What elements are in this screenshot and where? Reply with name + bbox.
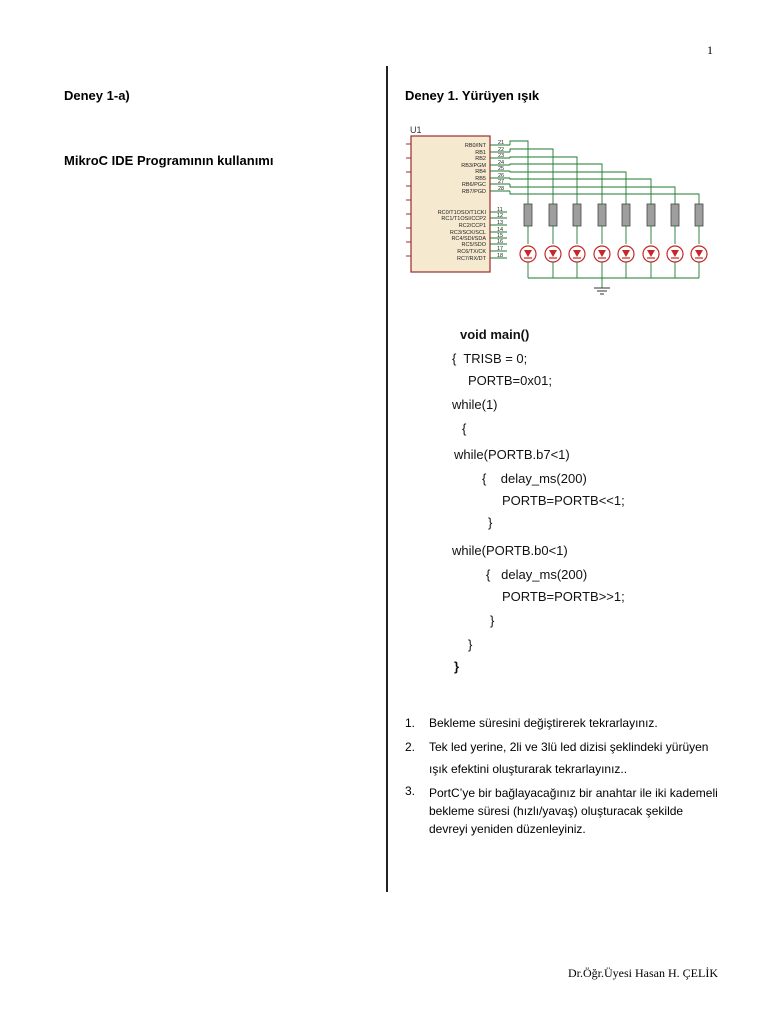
portb-pin-label: RB4 (475, 169, 486, 175)
portc-pin-label: RC1/T1OSI/CCP2 (441, 216, 486, 222)
portc-pin-label: RC7/RX/DT (456, 256, 486, 262)
code-line: } (490, 613, 495, 628)
task-item (405, 782, 725, 838)
portb-pin-number: 27 (498, 179, 505, 185)
experiment-heading: Deney 1. Yürüyen ışık (405, 88, 540, 103)
task-text: Bekleme süresini değiştirerek tekrarlayınız. (429, 716, 658, 730)
resistor (573, 204, 581, 226)
resistor (695, 204, 703, 226)
page-number: 1 (707, 43, 713, 57)
section-heading: MikroC IDE Programının kullanımı (64, 153, 274, 168)
code-line: { TRISB = 0; (452, 351, 528, 366)
portb-pin-number: 24 (498, 160, 505, 166)
task-text: Tek led yerine, 2li ve 3lü led dizisi şeklindeki yürüyen ışık efektini oluşturarak tekrarlayınız.. (429, 740, 709, 776)
portc-pin-number: 17 (497, 246, 504, 252)
portb-pin-number: 25 (498, 166, 505, 172)
column-divider (386, 66, 388, 892)
code-line: while(PORTB.b0<1) (452, 543, 568, 558)
code-line: { delay_ms(200) (482, 471, 587, 486)
portc-pin-label: RC6/TX/CK (457, 249, 486, 255)
portc-pin-number: 18 (497, 253, 504, 259)
code-line: { (462, 421, 467, 436)
portc-pin-number: 14 (497, 227, 504, 233)
code-line: { delay_ms(200) (486, 567, 588, 582)
led-wire (510, 191, 699, 204)
portc-pin-number: 13 (497, 220, 504, 226)
portb-pin-label: RB5 (475, 176, 486, 182)
task-item (405, 736, 725, 780)
resistor (524, 204, 532, 226)
resistor (598, 204, 606, 226)
led-wire (510, 141, 528, 204)
task-number: 1. (405, 716, 416, 730)
author-footer: Dr.Öğr.Üyesi Hasan H. ÇELİK (568, 966, 718, 980)
code-line: void main() (460, 327, 530, 342)
task-number: 2. (405, 740, 416, 754)
portb-pin-label: RB2 (475, 156, 486, 162)
portb-pin-label: RB3/PGM (461, 163, 486, 169)
led-wire (510, 164, 602, 204)
code-line: PORTB=0x01; (468, 373, 552, 388)
code-line: } (488, 515, 493, 530)
code-listing (452, 327, 712, 687)
experiment-title: Deney 1-a) (64, 88, 130, 103)
portc-pin-number: 11 (497, 207, 503, 213)
portb-pin-label: RB1 (475, 150, 486, 156)
portc-pin-number: 12 (497, 213, 504, 219)
portb-pin-number: 26 (498, 173, 505, 179)
portb-pin-label: RB7/PGD (461, 189, 486, 195)
portc-pin-label: RC0/T1OSO/T1CKI (437, 210, 486, 216)
resistor (671, 204, 679, 226)
left-column (64, 88, 374, 168)
code-line: PORTB=PORTB<<1; (502, 493, 625, 508)
circuit-schematic (400, 120, 712, 310)
portb-pin-number: 21 (498, 140, 505, 146)
resistor (647, 204, 655, 226)
code-line: while(PORTB.b7<1) (454, 447, 570, 462)
led-wire (510, 171, 626, 204)
task-list (405, 712, 725, 840)
portb-pin-number: 28 (498, 186, 505, 192)
resistor (622, 204, 630, 226)
task-number: 3. (405, 784, 416, 798)
portc-pin-number: 16 (497, 239, 504, 245)
code-line: } (454, 659, 460, 674)
portc-pin-label: RC2/CCP1 (458, 223, 486, 229)
portb-pin-number: 23 (498, 153, 505, 159)
portc-pin-label: RC3/SCK/SCL (449, 230, 486, 236)
component-ref: U1 (410, 125, 422, 135)
portc-pin-label: RC4/SDI/SDA (451, 236, 486, 242)
portc-pin-label: RC5/SDO (461, 242, 486, 248)
portb-pin-label: RB6/PGC (461, 182, 486, 188)
resistor (549, 204, 557, 226)
task-item (405, 712, 725, 734)
portc-pin-number: 15 (497, 233, 504, 239)
portb-pin-number: 22 (498, 147, 505, 153)
code-line: PORTB=PORTB>>1; (502, 589, 625, 604)
portb-pin-label: RB0/INT (464, 143, 486, 149)
code-line: while(1) (452, 397, 498, 412)
task-text: PortC’ye bir bağlayacağınız bir anahtar ile iki kademeli bekleme süresi (hızlı/yavaş) oluşturacak şekilde devreyi yeniden düzenleyiniz. (429, 786, 718, 836)
led-wire (510, 178, 651, 204)
code-line: } (468, 637, 473, 652)
